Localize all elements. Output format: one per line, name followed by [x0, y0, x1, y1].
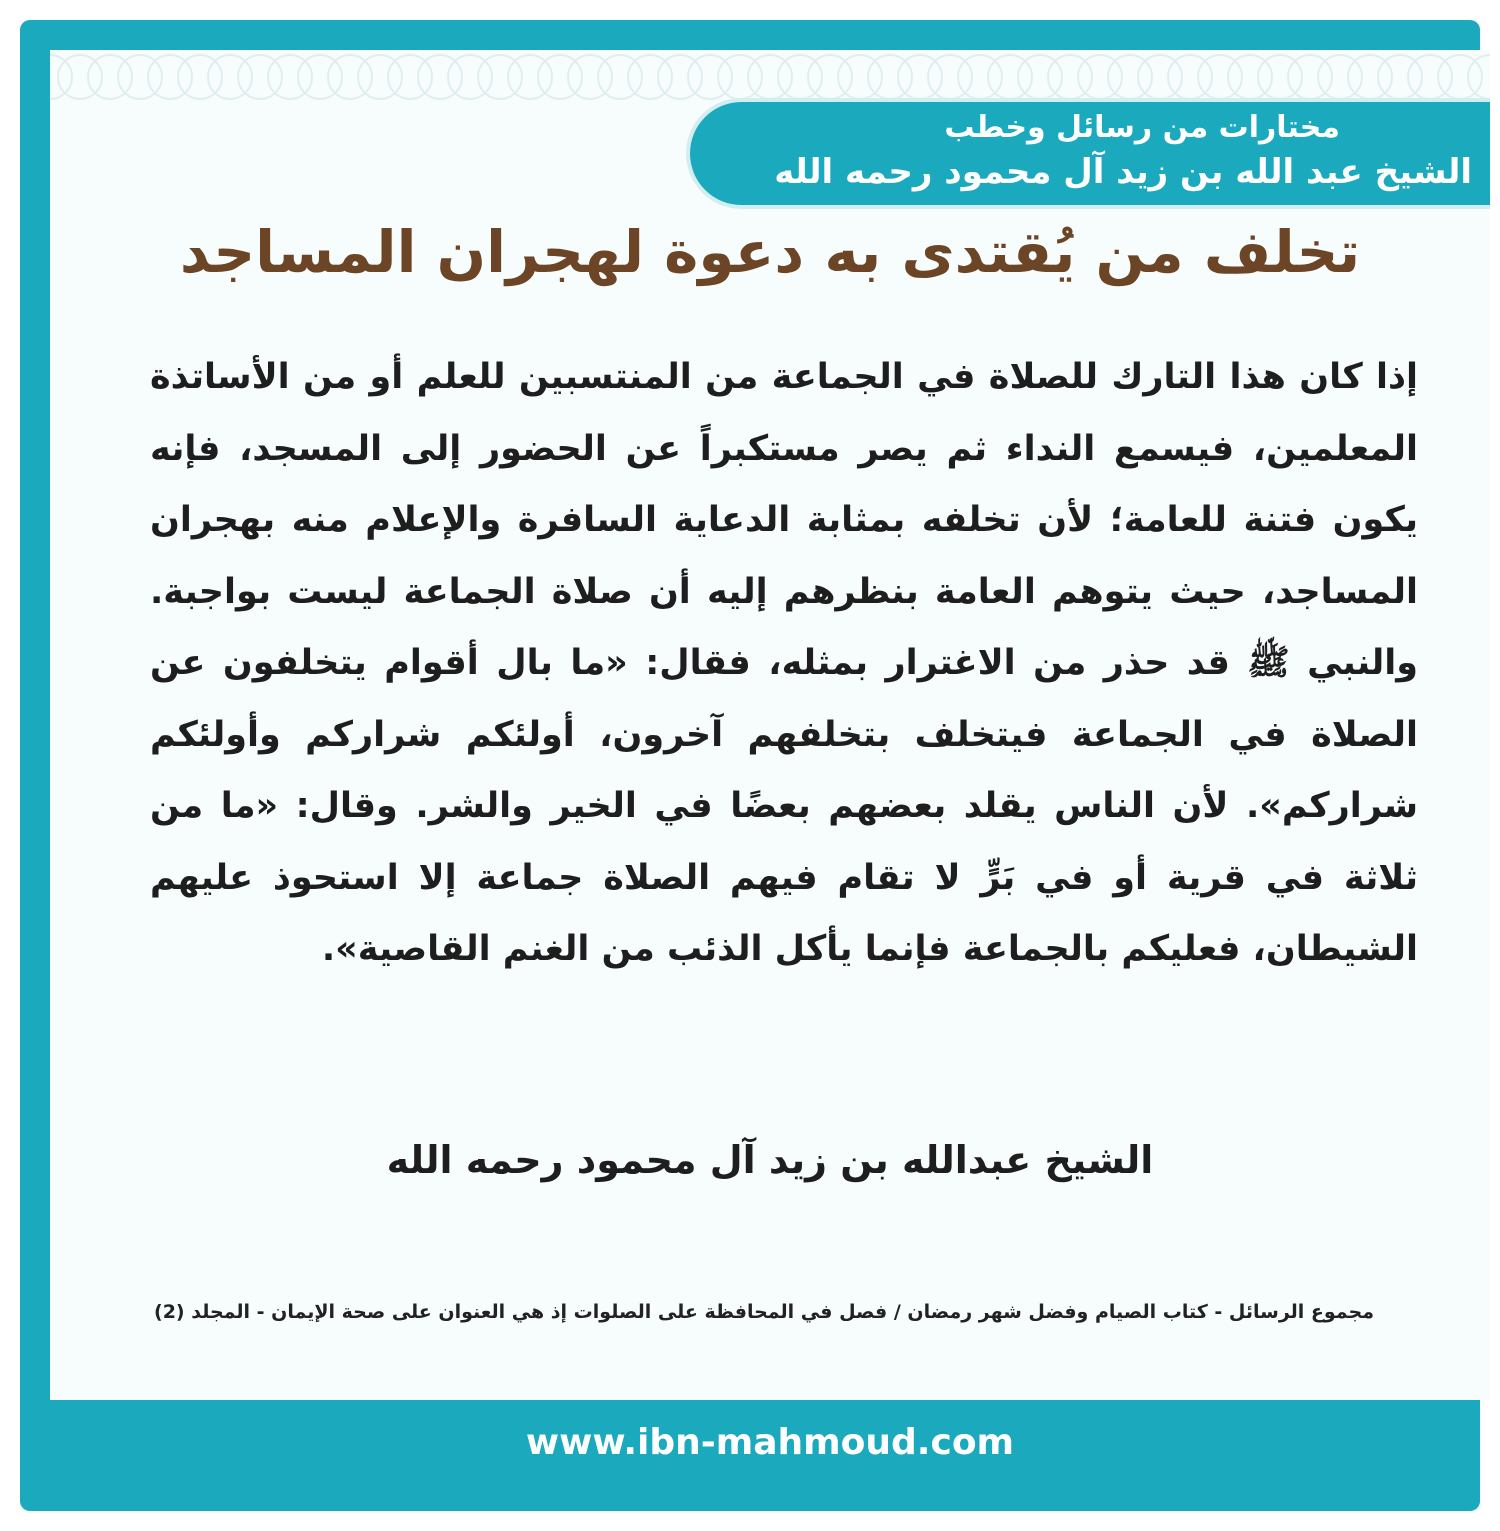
header-band: [690, 102, 1490, 205]
footer-bar: [50, 1400, 1490, 1510]
website-link[interactable]: www.ibn-mahmoud.com: [525, 1422, 1015, 1463]
author-name-header: الشيخ عبد الله بن زيد آل محمود رحمه الله: [774, 152, 1472, 192]
page-title: تخلف من يُقتدى به دعوة لهجران المساجد: [179, 218, 1361, 286]
signature: الشيخ عبدالله بن زيد آل محمود رحمه الله: [386, 1138, 1154, 1182]
series-title: مختارات من رسائل وخطب: [944, 110, 1340, 145]
source-citation: مجموع الرسائل - كتاب الصيام وفضل شهر رمضان / فصل في المحافظة على الصلوات إذ هي العنوان على صحة الإيمان - المجلد (2): [154, 1301, 1374, 1323]
decorative-pattern: [50, 50, 1490, 105]
body-paragraph: إذا كان هذا التارك للصلاة في الجماعة من المنتسبين للعلم أو من الأساتذة المعلمين، فيسمع النداء ثم يصر مستكبراً عن الحضور إلى المسجد، فإنه يكون فتنة للعامة؛ لأن تخلفه بمثابة الدعاية السافرة والإعلام منه بهجران المساجد، حيث يتوهم العامة بنظرهم إليه أن صلاة الجماعة ليست بواجبة. والنبي ﷺ قد حذر من الاغترار بمثله، فقال: «ما بال أقوام يتخلفون عن الصلاة في الجماعة فيتخلف بتخلفهم آخرون، أولئكم شراركم وأولئكم شراركم». لأن الناس يقلد بعضهم بعضًا في الخير والشر. وقال: «ما من ثلاثة في قرية أو في بَرٍّ لا تقام فيهم الصلاة جماعة إلا استحوذ عليهم الشيطان، فعليكم بالجماعة فإنما يأكل الذئب من الغنم القاصية».: [150, 357, 1418, 969]
card-content: [50, 50, 1490, 1400]
card-frame: [20, 20, 1480, 1511]
